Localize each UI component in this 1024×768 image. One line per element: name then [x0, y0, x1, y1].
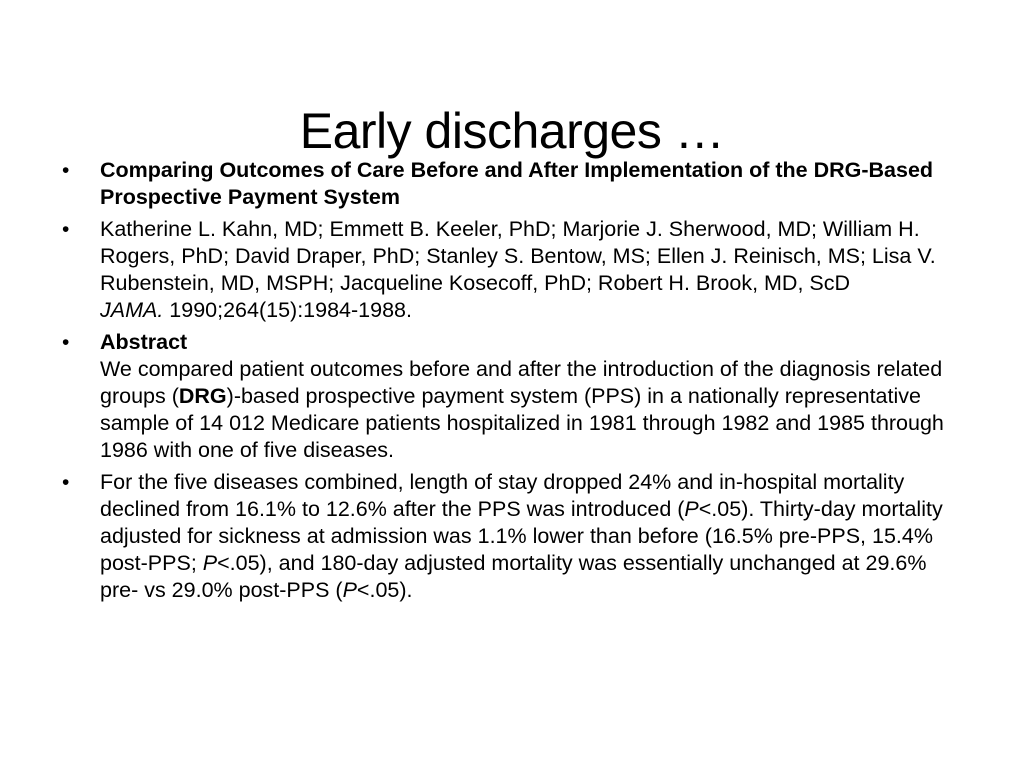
results-text-part: <.05), and 180-day adjusted mortality was essentially unchanged at 29.6% pre- vs 29.0% post-PPS ( [100, 551, 927, 602]
bullet-icon: • [62, 159, 70, 182]
article-title: Comparing Outcomes of Care Before and After Implementation of the DRG-Based Prospective Payment System [100, 158, 934, 209]
p-value-symbol: P [202, 551, 218, 575]
citation-line [100, 297, 967, 324]
abstract-heading: Abstract [100, 330, 188, 354]
results-text-part: <.05). Thirty-day mortality adjusted for sickness at admission was 1.1% lower than before (16.5% pre-PPS, 15.4% post-PPS; [100, 497, 943, 575]
results-text [100, 470, 943, 602]
abstract-text [100, 357, 944, 462]
bullet-item-results [62, 469, 967, 604]
bullet-item-authors [62, 216, 967, 324]
drg-emphasis: DRG [178, 384, 227, 408]
bullet-icon: • [62, 471, 70, 494]
bullet-item-article-title [62, 157, 967, 211]
bullet-icon: • [62, 331, 70, 354]
results-text-part: For the five diseases combined, length of stay dropped 24% and in-hospital mortality declined from 16.1% to 12.6% after the PPS was introduced ( [100, 470, 905, 521]
abstract-text-part: We compared patient outcomes before and after the introduction of the diagnosis related groups ( [100, 357, 943, 408]
results-text-part: <.05). [356, 578, 413, 602]
abstract-text-part: )-based prospective payment system (PPS) in a nationally representative sample of 14 012 Medicare patients hospitalized in 1981 through 1982 and 1985 through 1986 with one of five diseases. [100, 384, 944, 462]
slide-title: Early discharges … [299, 102, 725, 159]
bullet-item-abstract [62, 329, 967, 464]
p-value-symbol: P [342, 578, 357, 602]
p-value-symbol: P [684, 497, 699, 521]
citation-details: 1990;264(15):1984-1988. [163, 298, 412, 322]
bullet-icon: • [62, 218, 70, 241]
journal-name: JAMA. [100, 298, 164, 322]
bullet-list [62, 157, 967, 609]
author-list: Katherine L. Kahn, MD; Emmett B. Keeler, PhD; Marjorie J. Sherwood, MD; William H. Rogers, PhD; David Draper, PhD; Stanley S. Bentow, MS; Ellen J. Reinisch, MS; Lisa V. Rubenstein, MD, MSPH; Jacqueline Kosecoff, PhD; Robert H. Brook, MD, ScD [100, 217, 936, 295]
